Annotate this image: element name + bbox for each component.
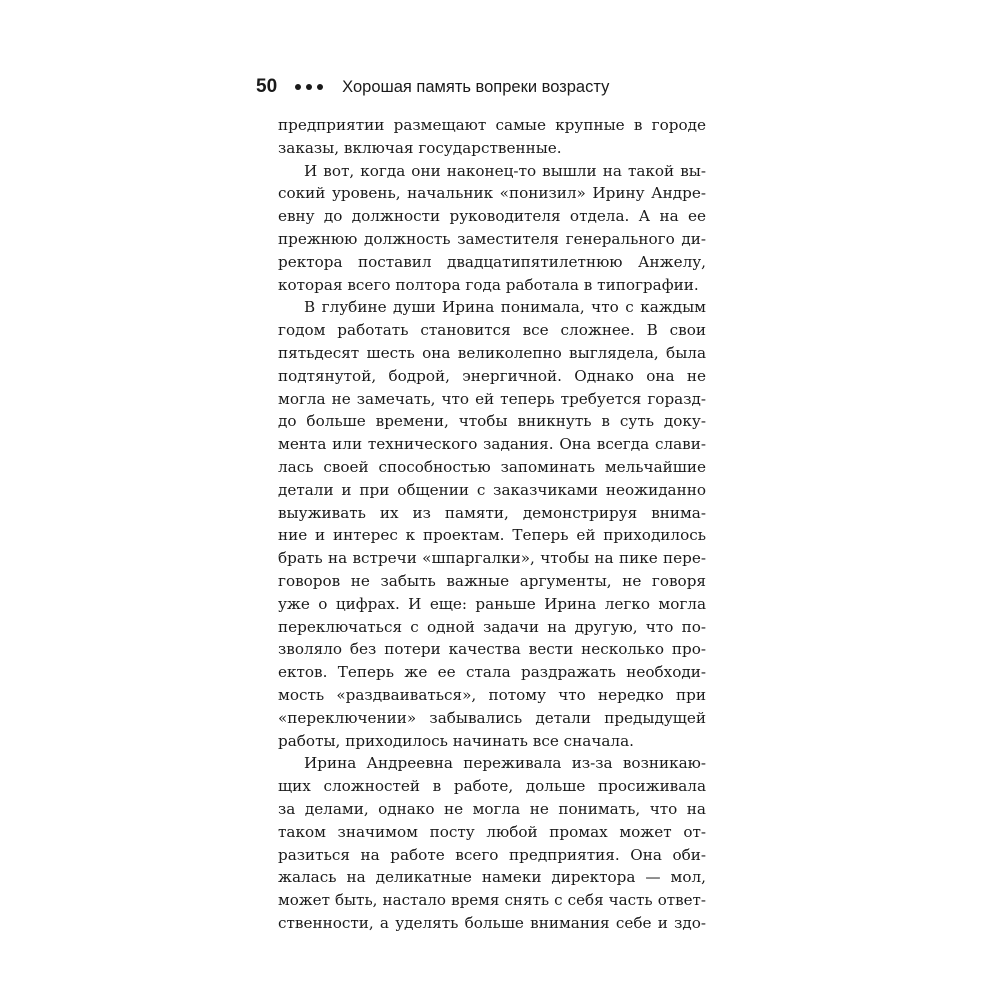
text-line: может быть, настало время снять с себя часть ответ- xyxy=(278,891,706,910)
text-line: выуживать их из памяти, демонстрируя внима- xyxy=(278,503,706,522)
text-line: лась своей способностью запоминать мельчайшие xyxy=(278,457,706,476)
text-line: ректора поставил двадцатипятилетнюю Анжелу, xyxy=(278,252,706,271)
text-line: таком значимом посту любой промах может от- xyxy=(278,822,706,841)
text-line: ственности, а уделять больше внимания себе и здо- xyxy=(278,913,706,932)
text-line: мость «раздваиваться», потому что нередко при xyxy=(278,685,706,704)
body-text xyxy=(278,114,706,935)
text-line: брать на встречи «шпаргалки», чтобы на пике пере- xyxy=(278,549,706,568)
text-line: щих сложностей в работе, дольше просиживала xyxy=(278,777,706,796)
text-line: прежнюю должность заместителя генерального ди- xyxy=(278,229,706,248)
text-line: «переключении» забывались детали предыдущей xyxy=(278,708,706,727)
dots-separator-icon xyxy=(295,84,328,90)
dot-icon xyxy=(295,84,301,90)
text-line: зволяло без потери качества вести несколько про- xyxy=(278,640,706,659)
text-line: подтянутой, бодрой, энергичной. Однако она не xyxy=(278,366,706,385)
text-line: до больше времени, чтобы вникнуть в суть доку- xyxy=(278,412,706,431)
text-line: ектов. Теперь же ее стала раздражать необходи- xyxy=(278,663,706,682)
text-line: евну до должности руководителя отдела. А на ее xyxy=(278,207,706,226)
text-line: мента или технического задания. Она всегда слави- xyxy=(278,435,706,454)
text-line: предприятии размещают самые крупные в городе xyxy=(278,116,706,134)
book-title: Хорошая память вопреки возрасту xyxy=(342,77,610,96)
text-line: переключаться с одной задачи на другую, что по- xyxy=(278,617,706,636)
text-line: заказы, включая государственные. xyxy=(278,138,562,157)
text-line: разиться на работе всего предприятия. Она оби- xyxy=(278,845,706,864)
text-line: ние и интерес к проектам. Теперь ей приходилось xyxy=(278,526,706,545)
dot-icon xyxy=(306,84,312,90)
text-line: В глубине души Ирина понимала, что с каждым xyxy=(304,298,706,317)
text-line: пятьдесят шесть она великолепно выглядела, была xyxy=(278,343,706,362)
text-line: могла не замечать, что ей теперь требуется горазд- xyxy=(278,389,706,408)
text-line: Ирина Андреевна переживала из-за возникаю- xyxy=(304,754,706,773)
text-line: детали и при общении с заказчиками неожиданно xyxy=(278,480,706,499)
text-line: И вот, когда они наконец-то вышли на такой вы- xyxy=(304,161,706,180)
dot-icon xyxy=(317,84,323,90)
text-line: сокий уровень, начальник «понизил» Ирину Андре- xyxy=(278,184,706,203)
text-line: которая всего полтора года работала в типографии. xyxy=(278,275,699,294)
text-line: годом работать становится все сложнее. В свои xyxy=(278,321,706,340)
running-head xyxy=(256,72,609,102)
text-line: уже о цифрах. И еще: раньше Ирина легко могла xyxy=(278,594,706,613)
text-line: жалась на деликатные намеки директора — мол, xyxy=(278,868,706,887)
text-line: говоров не забыть важные аргументы, не говоря xyxy=(278,571,706,590)
page-number: 50 xyxy=(256,76,278,97)
text-line: работы, приходилось начинать все сначала. xyxy=(278,731,634,750)
text-line: за делами, однако не могла не понимать, что на xyxy=(278,799,706,818)
